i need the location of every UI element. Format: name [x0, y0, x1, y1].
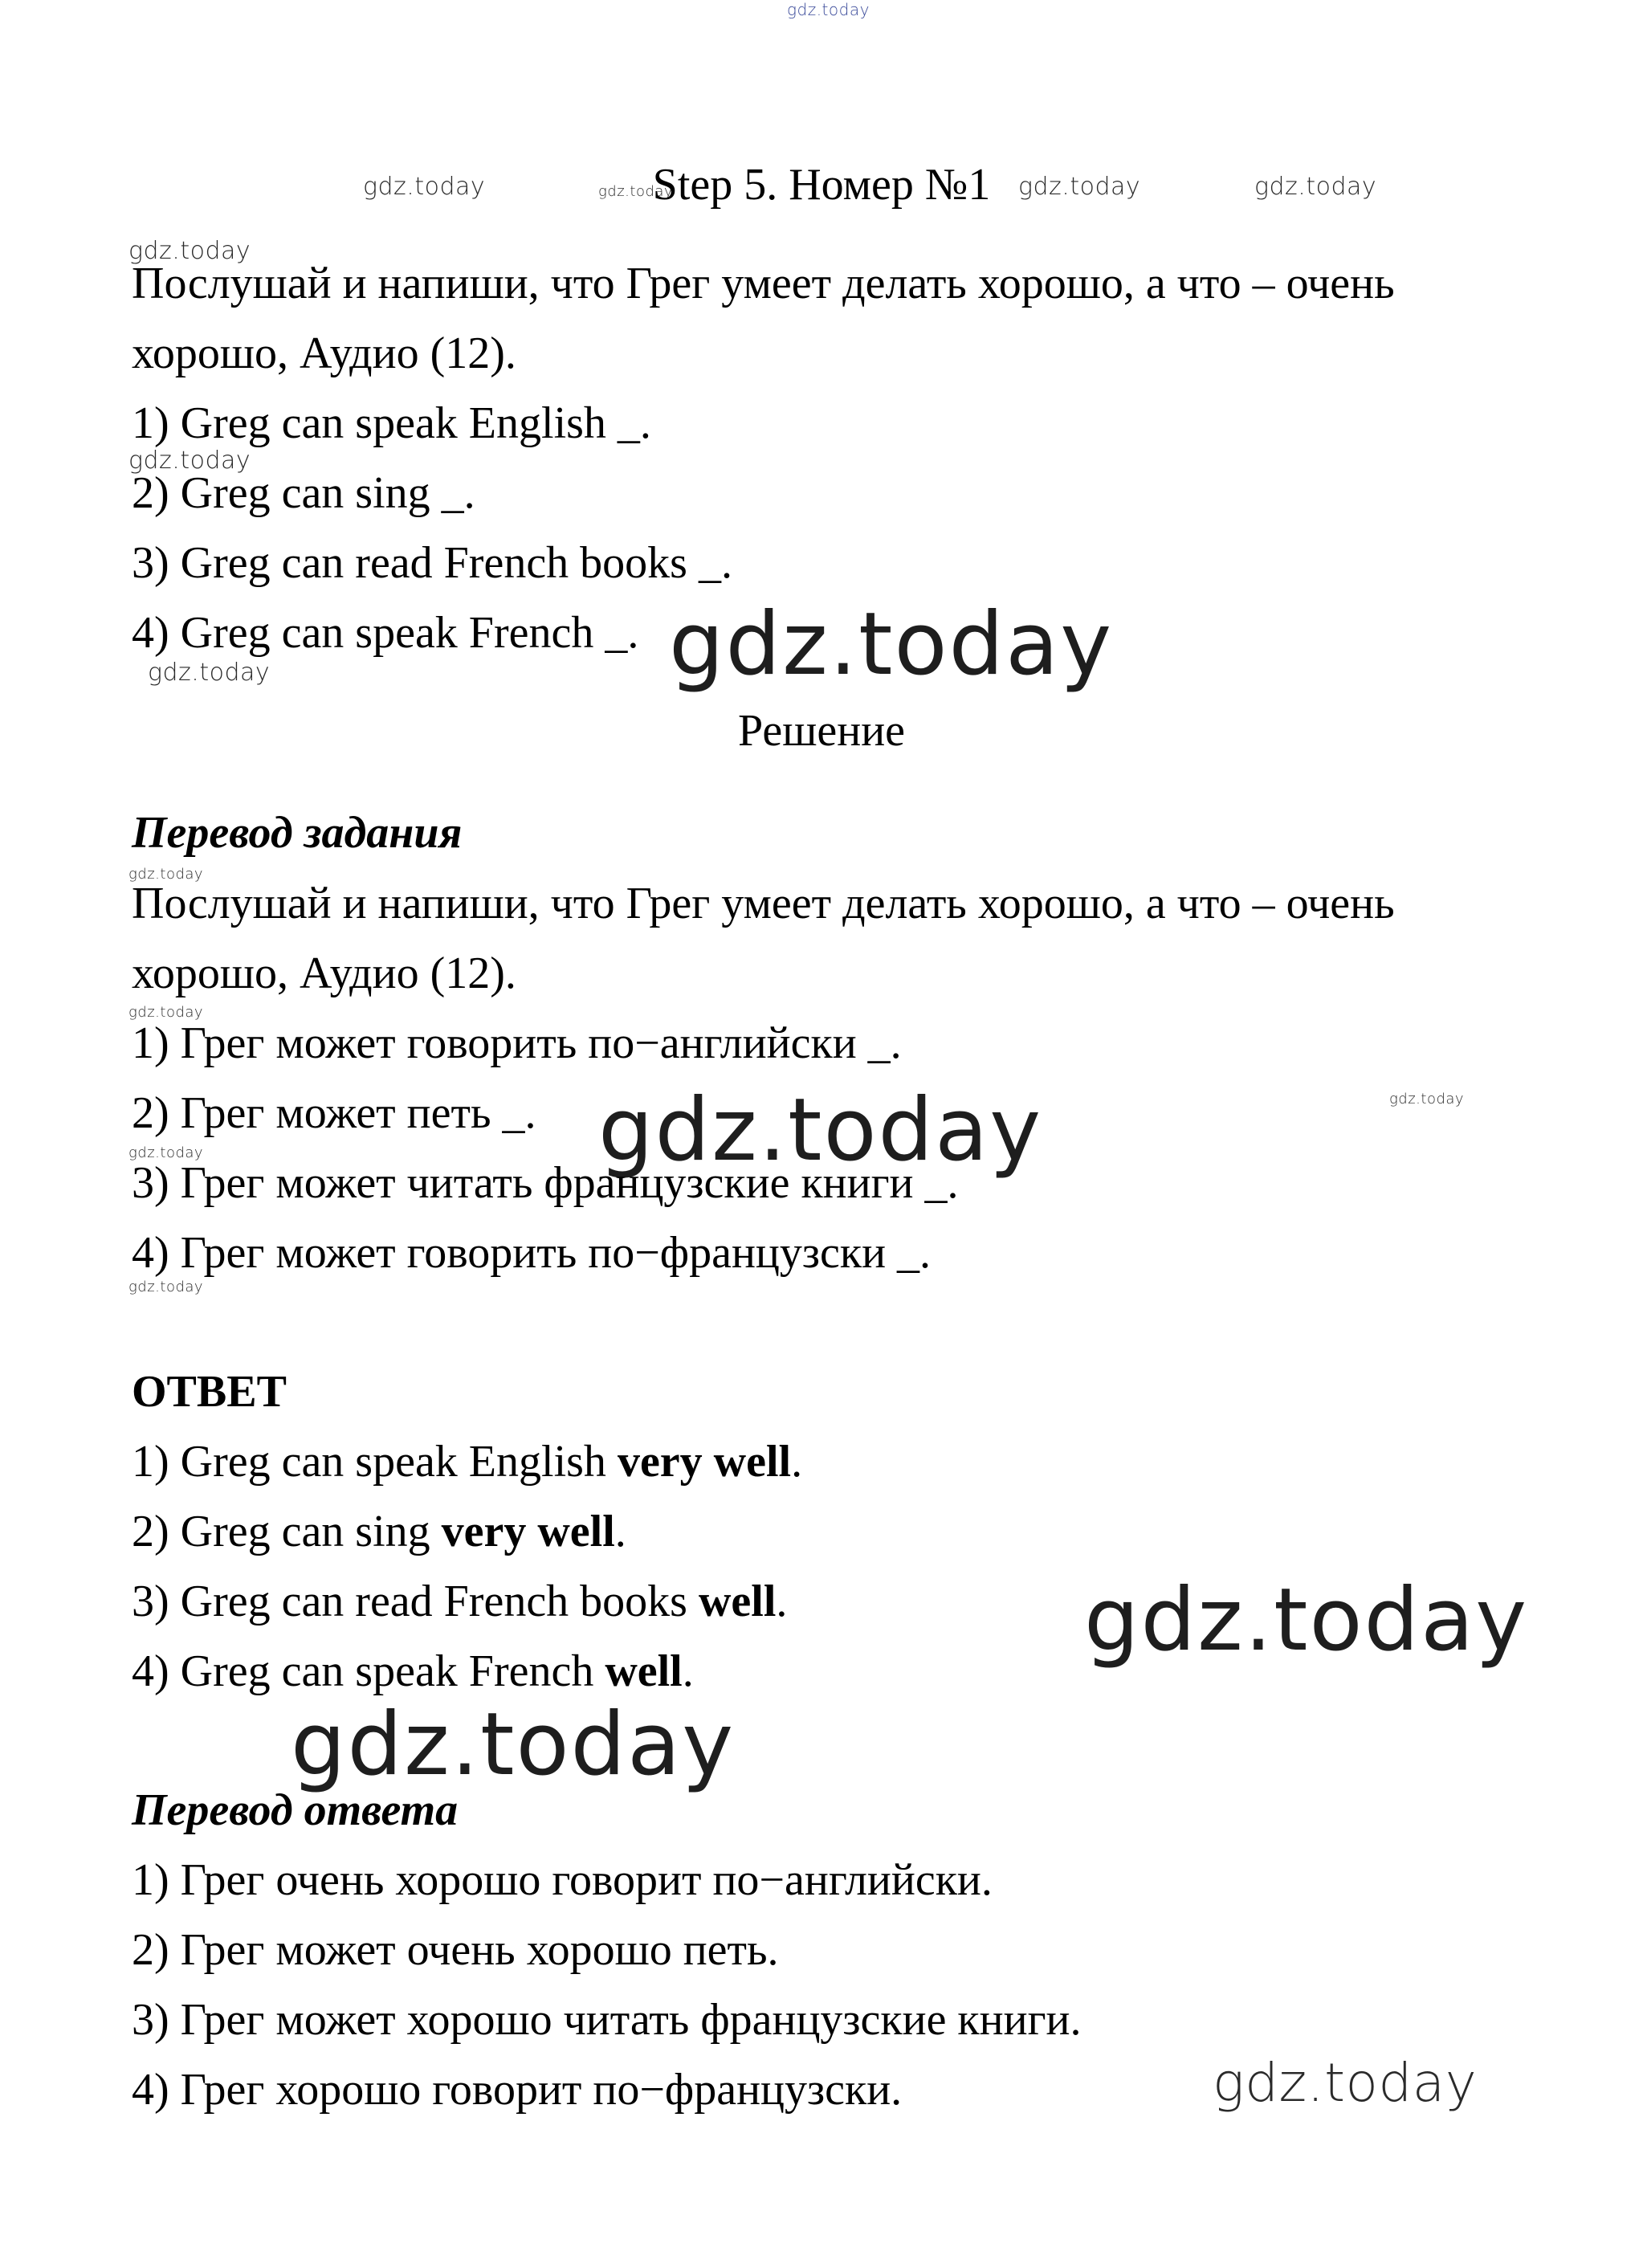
section-heading: Перевод ответа: [132, 1785, 459, 1835]
page-title: Step 5. Номер №1: [652, 160, 991, 210]
answer-highlight: very well: [441, 1507, 615, 1556]
translation-item: 3) Грег может читать французские книги _.: [132, 1158, 959, 1208]
answer-highlight: well: [605, 1646, 683, 1696]
watermark: gdz.today: [1018, 173, 1141, 201]
task-text: Послушай и напиши, что Грег умеет делать хорошо, а что – очень: [132, 259, 1395, 308]
answer-punct: .: [776, 1577, 788, 1626]
solution-label: Решение: [737, 706, 906, 756]
answer-heading: ОТВЕТ: [132, 1367, 287, 1417]
answer-punct: .: [682, 1646, 694, 1696]
watermark: gdz.today: [1254, 173, 1377, 201]
watermark: gdz.today: [1389, 1091, 1465, 1107]
watermark: gdz.today: [128, 1004, 204, 1021]
watermark: gdz.today: [1213, 2052, 1478, 2114]
section-heading: Перевод задания: [132, 808, 463, 858]
answer-highlight: well: [698, 1577, 777, 1626]
answer-text: 4) Greg can speak French: [132, 1646, 605, 1696]
answer-translation-item: 3) Грег может хорошо читать французские книги.: [132, 1995, 1082, 2045]
answer-text: 2) Greg can sing: [132, 1507, 442, 1556]
answer-item: [132, 1434, 802, 1490]
answer-item: [132, 1573, 787, 1630]
watermark: gdz.today: [669, 594, 1114, 695]
watermark: gdz.today: [128, 237, 251, 265]
watermark: gdz.today: [128, 1279, 204, 1295]
answer-text: 3) Greg can read French books: [132, 1577, 699, 1626]
watermark: gdz.today: [1084, 1570, 1529, 1670]
translation-item: 1) Грег может говорить по−английски _.: [132, 1018, 902, 1068]
translation-item: 4) Грег может говорить по−французски _.: [132, 1228, 932, 1278]
answer-punct: .: [791, 1437, 803, 1487]
watermark: gdz.today: [598, 1080, 1043, 1181]
answer-item: [132, 1503, 626, 1560]
task-item: 2) Greg can sing _.: [132, 468, 475, 518]
answer-punct: .: [614, 1507, 626, 1556]
answer-translation-item: 1) Грег очень хорошо говорит по−английски.: [132, 1855, 993, 1905]
task-item: 3) Greg can read French books _.: [132, 538, 732, 588]
answer-translation-item: 4) Грег хорошо говорит по−французски.: [132, 2065, 903, 2115]
watermark: gdz.today: [787, 0, 870, 19]
watermark: gdz.today: [148, 659, 271, 687]
watermark: gdz.today: [363, 173, 486, 201]
watermark: gdz.today: [291, 1695, 736, 1795]
task-text: хорошо, Аудио (12).: [132, 328, 516, 378]
translation-item: 2) Грег может петь _.: [132, 1088, 536, 1138]
watermark: gdz.today: [128, 1144, 204, 1161]
answer-item: [132, 1643, 694, 1699]
translation-text: хорошо, Аудио (12).: [132, 948, 516, 998]
answer-highlight: very well: [617, 1437, 792, 1487]
task-item: 1) Greg can speak English _.: [132, 398, 651, 448]
answer-text: 1) Greg can speak English: [132, 1437, 618, 1487]
watermark: gdz.today: [598, 183, 674, 200]
watermark: gdz.today: [128, 447, 251, 475]
answer-translation-item: 2) Грег может очень хорошо петь.: [132, 1925, 779, 1975]
translation-text: Послушай и напиши, что Грег умеет делать хорошо, а что – очень: [132, 879, 1395, 928]
task-item: 4) Greg can speak French _.: [132, 608, 639, 658]
watermark: gdz.today: [128, 866, 204, 883]
